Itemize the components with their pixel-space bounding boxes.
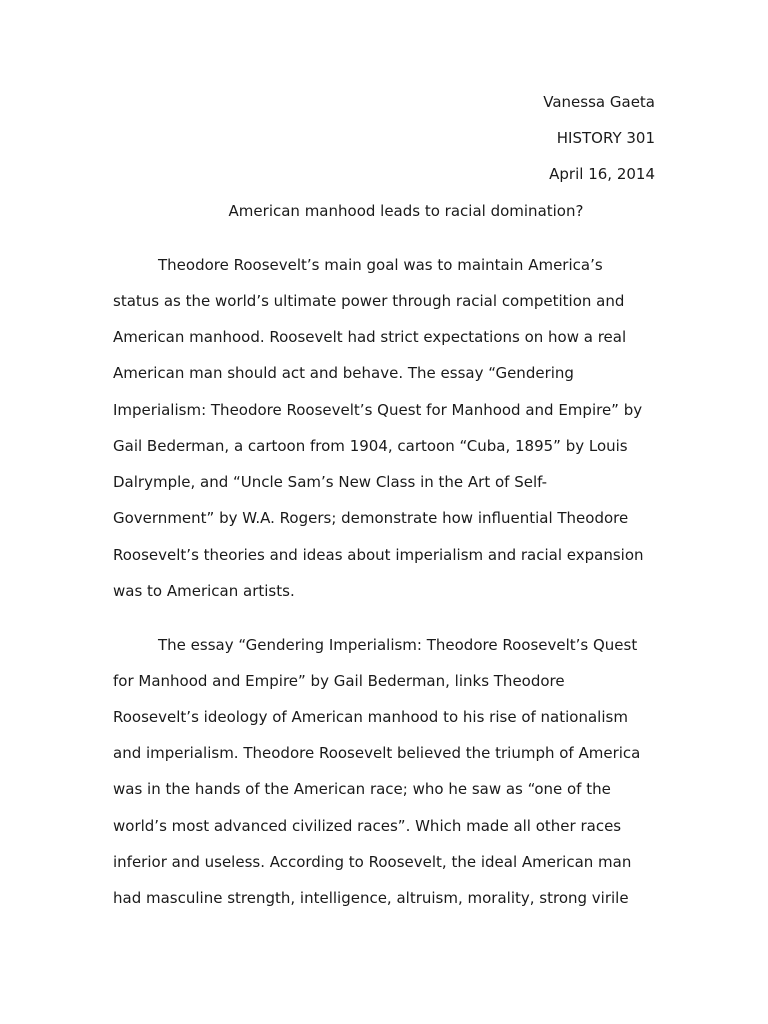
author-name: Vanessa Gaeta bbox=[543, 93, 655, 111]
paragraph-line: was to American artists. bbox=[113, 582, 295, 600]
paragraph-line: American man should act and behave. The essay “Gendering bbox=[113, 364, 574, 382]
paragraph-line: Imperialism: Theodore Roosevelt’s Quest for Manhood and Empire” by bbox=[113, 401, 643, 419]
paragraph-line: The essay “Gendering Imperialism: Theodore Roosevelt’s Quest bbox=[158, 636, 638, 654]
paragraph-line: Government” by W.A. Rogers; demonstrate how influential Theodore bbox=[113, 509, 629, 527]
paragraph-line: Roosevelt’s theories and ideas about imperialism and racial expansion bbox=[113, 546, 644, 564]
paragraph-line: Gail Bederman, a cartoon from 1904, cartoon “Cuba, 1895” by Louis bbox=[113, 437, 628, 455]
paragraph-line: American manhood. Roosevelt had strict expectations on how a real bbox=[113, 328, 627, 346]
document-date: April 16, 2014 bbox=[549, 165, 655, 183]
paragraph-line: status as the world’s ultimate power through racial competition and bbox=[113, 292, 625, 310]
paragraph-line: had masculine strength, intelligence, altruism, morality, strong virile bbox=[113, 889, 629, 907]
paragraph-line: Dalrymple, and “Uncle Sam’s New Class in the Art of Self- bbox=[113, 473, 547, 491]
course-name: HISTORY 301 bbox=[556, 129, 655, 147]
paragraph-line: Theodore Roosevelt’s main goal was to maintain America’s bbox=[158, 256, 603, 274]
paragraph-line: was in the hands of the American race; who he saw as “one of the bbox=[113, 780, 611, 798]
paragraph-line: Roosevelt’s ideology of American manhood to his rise of nationalism bbox=[113, 708, 628, 726]
paragraph-line: for Manhood and Empire” by Gail Bederman, links Theodore bbox=[113, 672, 565, 690]
essay-title: American manhood leads to racial domination? bbox=[228, 202, 584, 220]
paragraph-line: world’s most advanced civilized races”. Which made all other races bbox=[113, 817, 622, 835]
paragraph-line: and imperialism. Theodore Roosevelt believed the triumph of America bbox=[113, 744, 641, 762]
paragraph-line: inferior and useless. According to Roosevelt, the ideal American man bbox=[113, 853, 632, 871]
